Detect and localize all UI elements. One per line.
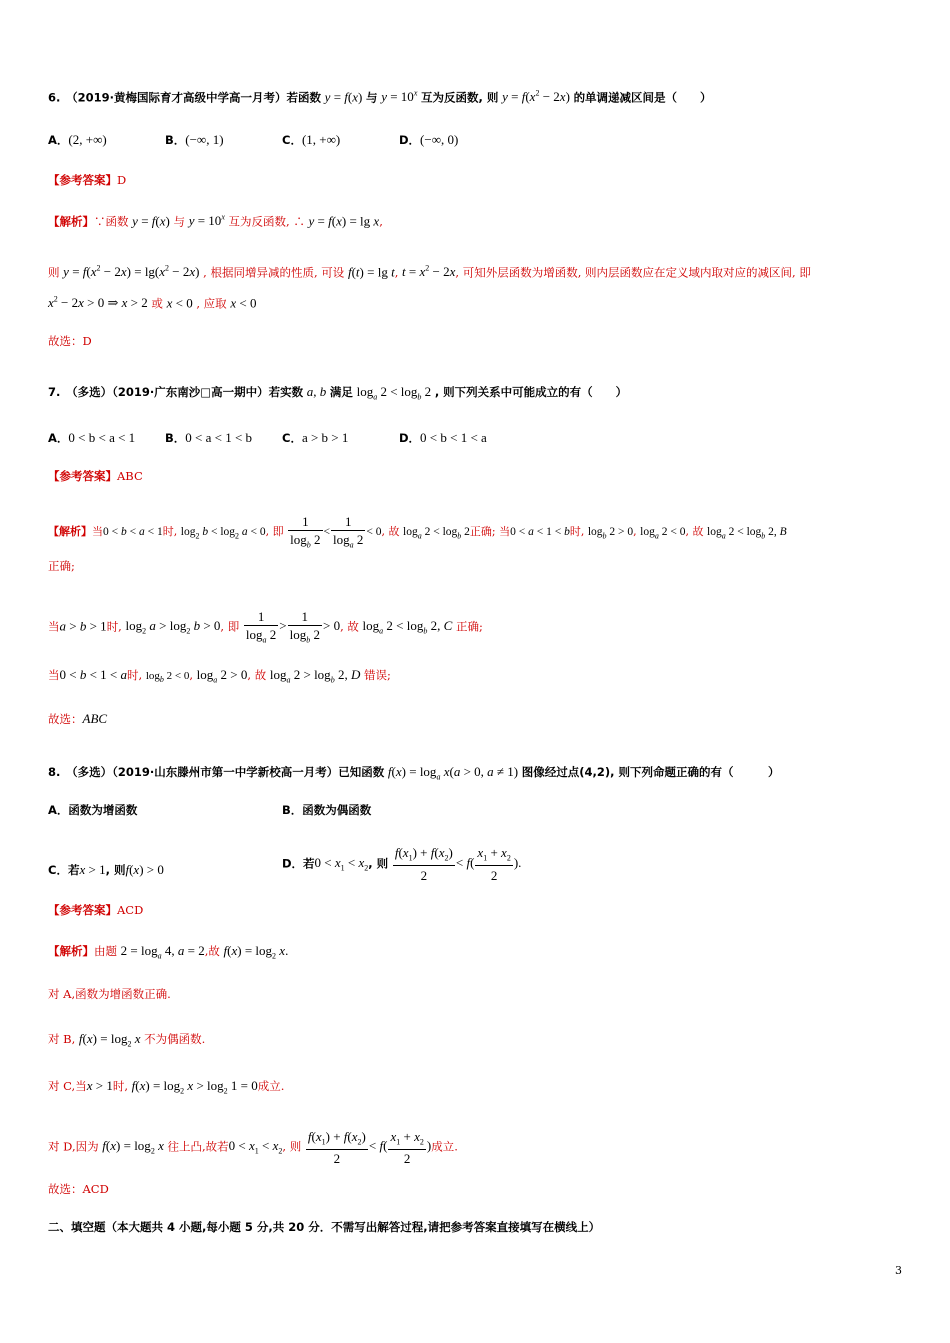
math: $\log_2 a > \log_2 b > 0$	[125, 618, 221, 636]
q6-stem-suffix: 的单调递减区间是（ ）	[573, 90, 712, 105]
text: , 故	[247, 668, 267, 682]
text: , 即	[220, 619, 240, 634]
text: 时,	[162, 524, 178, 538]
math: a, b	[306, 384, 327, 399]
math: $x^2 - 2x > 0$ ⇒ x > 2	[48, 295, 148, 311]
q8-answer	[48, 905, 143, 917]
math: x < 0	[166, 295, 193, 311]
text: 错误;	[363, 668, 391, 682]
math: $2 = \log_a 4$, a = 2	[120, 943, 205, 961]
math: 0 < a < 1 < b	[510, 525, 570, 538]
text: , 则	[368, 856, 389, 871]
q8-option-c	[48, 862, 164, 878]
q8-option-b: B．函数为偶函数	[282, 803, 372, 817]
q7-answer	[48, 471, 143, 483]
answer-label: 【参考答案】	[48, 903, 117, 917]
text: ∵	[94, 214, 106, 229]
text: 函数	[105, 214, 129, 229]
math: x < 0	[230, 295, 257, 311]
q6-option-letter: A．	[48, 133, 69, 147]
answer-label: 【参考答案】	[48, 173, 117, 187]
text: , 则	[282, 1139, 302, 1154]
text: 时,	[112, 1079, 128, 1093]
math: $f(x) = \log_2 x > \log_2 1 = 0$	[131, 1078, 258, 1096]
math: $f(x) = \log_2 x$.	[223, 943, 289, 961]
text: D．若	[282, 856, 315, 871]
q6-option-letter: C．	[282, 133, 302, 147]
math: ABC	[82, 711, 108, 726]
q8-choose: 故选：ACD	[48, 1182, 109, 1196]
text: C．若	[48, 863, 80, 877]
math: $\frac{1}{\log_b 2}$ < $\frac{1}{\log_a 2}$ < 0	[290, 514, 382, 550]
analysis-label: 【解析】	[48, 524, 92, 538]
text: 正确;	[455, 619, 483, 634]
text: ,	[189, 668, 194, 682]
q6-math-10x: $y = 10^x$	[381, 89, 418, 105]
q8-analysis-line3	[48, 1032, 205, 1049]
math: f(x) > 0	[125, 862, 164, 877]
q8-option-a: A．函数为增函数	[48, 803, 138, 817]
text: ,故	[204, 944, 220, 958]
q6-stem	[48, 90, 712, 104]
math: 0 < b < 1 < a	[59, 667, 128, 682]
text: , 故	[381, 524, 400, 538]
q6-option-letter: B．	[165, 133, 186, 147]
text: 不为偶函数.	[144, 1032, 206, 1046]
math: $\log_a 2 < 0$	[640, 525, 686, 541]
q8-stem-suffix: 图像经过点(4,2), 则下列命题正确的有（ ）	[521, 765, 780, 779]
text: 对 D,因为	[48, 1139, 99, 1154]
q8-analysis-line5	[48, 1130, 458, 1165]
q7-option-c	[282, 430, 348, 446]
page-number: 3	[895, 1264, 902, 1277]
math: $\log_a 2 > \log_b 2$, D	[269, 667, 361, 685]
q7-stem	[48, 385, 627, 402]
math: 0 < b < a < 1	[103, 525, 163, 538]
q6-analysis-line3	[48, 296, 256, 310]
q8-analysis-line1	[48, 944, 288, 961]
text: , 则	[105, 863, 126, 877]
answer-label: 【参考答案】	[48, 469, 117, 483]
q6-option-b	[165, 132, 224, 148]
text: , 根据同增异减的性质, 可设	[203, 265, 345, 280]
q6-stem-mid1: 与	[366, 90, 378, 105]
math: $0 < x_1 < x_2$	[314, 855, 369, 873]
q6-stem-mid2: 互为反函数, 则	[421, 90, 499, 105]
text: 时,	[569, 524, 585, 538]
q6-option-c	[282, 132, 340, 148]
text: 时,	[106, 619, 122, 634]
math: $y = 10^x$	[188, 213, 225, 229]
q8-analysis-line2: 对 A,函数为增函数正确.	[48, 987, 171, 1001]
math: $\log_b 2 > 0$	[587, 525, 634, 541]
text: 则	[48, 265, 60, 280]
q6-answer	[48, 175, 126, 187]
text: 与	[173, 214, 186, 229]
math: $\log_2 b < \log_2 a < 0$	[180, 525, 266, 541]
q6-analysis-line1	[48, 214, 383, 228]
q7-option-letter: B．	[165, 431, 186, 445]
q8-analysis-line4	[48, 1079, 284, 1096]
q7-analysis-line1-cont: 正确;	[48, 559, 75, 573]
answer-value: D	[117, 173, 127, 187]
math: x > 1	[86, 1078, 113, 1093]
math: $0 < x_1 < x_2$	[228, 1138, 283, 1156]
q7-option-d	[399, 430, 487, 446]
q6-math-f: y = f(x)	[324, 89, 363, 105]
q6-option-math: (−∞, 0)	[420, 132, 459, 147]
math: $f(x) = \log_2 x$	[102, 1138, 164, 1156]
section-2-heading: 二、填空题（本大题共 4 小题,每小题 5 分,共 20 分．不需写出解答过程,请把参考答案直接填写在横线上）	[48, 1220, 601, 1234]
q6-stem-prefix: 6. （2019·黄梅国际育才高级中学高一月考）若函数	[48, 90, 321, 105]
math: $\log_a 2 < \log_b 2$, B	[707, 525, 787, 541]
q7-stem-mid: 满足	[329, 385, 353, 399]
text: 往上凸,故若	[167, 1139, 229, 1154]
math: $\log_a 2 > 0$	[196, 667, 248, 685]
q7-option-letter: D．	[399, 431, 421, 445]
q6-option-math: (2, +∞)	[68, 132, 107, 147]
q7-option-math: a > b > 1	[301, 430, 349, 445]
q7-option-b	[165, 430, 252, 446]
math: $t = x^2 - 2x$	[402, 264, 456, 280]
math: $\log_a 2 < \log_b 2$	[403, 525, 470, 541]
math: $f(x) = \log_a x(a > 0$, a ≠ 1)	[387, 764, 519, 782]
q6-math-composite: $y = f(x^2 - 2x)$	[502, 89, 570, 105]
math: a > b > 1	[59, 618, 107, 634]
math: $\frac{f(x_1) + f(x_2)}{2}$ < f( $\frac{x_1 + x_2}{2}$ )	[307, 1129, 432, 1166]
q7-analysis-line3	[48, 668, 391, 685]
text: 当	[48, 668, 60, 682]
q6-choose: 故选：D	[48, 334, 92, 348]
text: ,	[633, 524, 637, 538]
math: y = f(x) = lg x	[308, 213, 380, 229]
math: $\log_a 2 < \log_b 2$	[356, 384, 432, 402]
math: y = f(x)	[132, 213, 170, 229]
text: 当	[92, 524, 103, 538]
text: 成立.	[431, 1139, 458, 1154]
q7-option-math: 0 < b < a < 1	[68, 430, 136, 445]
text: ,	[379, 214, 383, 229]
q8-stem	[48, 765, 780, 782]
q7-option-a	[48, 430, 135, 446]
text: , 故	[340, 619, 359, 634]
text: 故选：	[48, 712, 83, 726]
text: , 应取	[196, 296, 227, 311]
text: 时,	[127, 668, 143, 682]
math: $\log_b 2 < 0$	[145, 670, 190, 685]
text: 当	[48, 619, 60, 634]
q6-option-math: (1, +∞)	[301, 132, 341, 147]
q7-analysis-line1	[48, 515, 787, 550]
q7-option-letter: C．	[282, 431, 302, 445]
q7-analysis-line2	[48, 610, 483, 645]
math: $f(x) = \log_2 x$	[78, 1031, 141, 1049]
q7-option-math: 0 < b < 1 < a	[420, 430, 487, 445]
q6-option-a	[48, 132, 107, 148]
text: 对 C,当	[48, 1079, 87, 1093]
q6-option-letter: D．	[399, 133, 421, 147]
q8-stem-prefix: 8. （多选）（2019·山东滕州市第一中学新校高一月考）已知函数	[48, 765, 385, 779]
math: $\log_a 2 < \log_b 2$, C	[362, 618, 453, 636]
text: 正确; 当	[469, 524, 511, 538]
math: x > 1	[79, 862, 106, 877]
analysis-label: 【解析】	[48, 214, 94, 229]
text: ,	[394, 265, 399, 280]
text: 互为反函数, ∴	[228, 214, 305, 229]
q6-option-d	[399, 132, 458, 148]
q8-option-d	[282, 845, 521, 884]
math: $\frac{1}{\log_a 2}$ > $\frac{1}{\log_b 2}$ > 0	[245, 609, 341, 645]
text: , 故	[685, 524, 704, 538]
math: $\frac{f(x_1) + f(x_2)}{2}$ < f( $\frac{x_1 + x_2}{2}$ ).	[394, 845, 522, 883]
q7-option-math: 0 < a < 1 < b	[185, 430, 253, 445]
answer-value: ACD	[117, 903, 144, 917]
math: $y = f(x^2 - 2x) = \lg(x^2 - 2x)$	[63, 264, 200, 280]
text: 或	[151, 296, 163, 311]
answer-value: ABC	[117, 469, 143, 483]
q7-stem-suffix: , 则下列关系中可能成立的有（ ）	[434, 385, 628, 399]
q7-choose	[48, 712, 107, 726]
analysis-label: 【解析】	[48, 944, 94, 958]
text: 对 B,	[48, 1032, 76, 1046]
math: f(t) = lg t	[347, 264, 395, 280]
text: 由题	[94, 944, 117, 958]
text: , 可知外层函数为增函数, 则内层函数应在定义域内取对应的减区间, 即	[455, 265, 811, 280]
q6-analysis-line2	[48, 265, 811, 279]
q7-option-letter: A．	[48, 431, 69, 445]
q6-option-math: (−∞, 1)	[185, 132, 224, 147]
text: , 即	[265, 524, 284, 538]
text: 成立.	[257, 1079, 285, 1093]
q7-stem-prefix: 7. （多选）（2019·广东南沙□高一期中）若实数	[48, 385, 304, 399]
